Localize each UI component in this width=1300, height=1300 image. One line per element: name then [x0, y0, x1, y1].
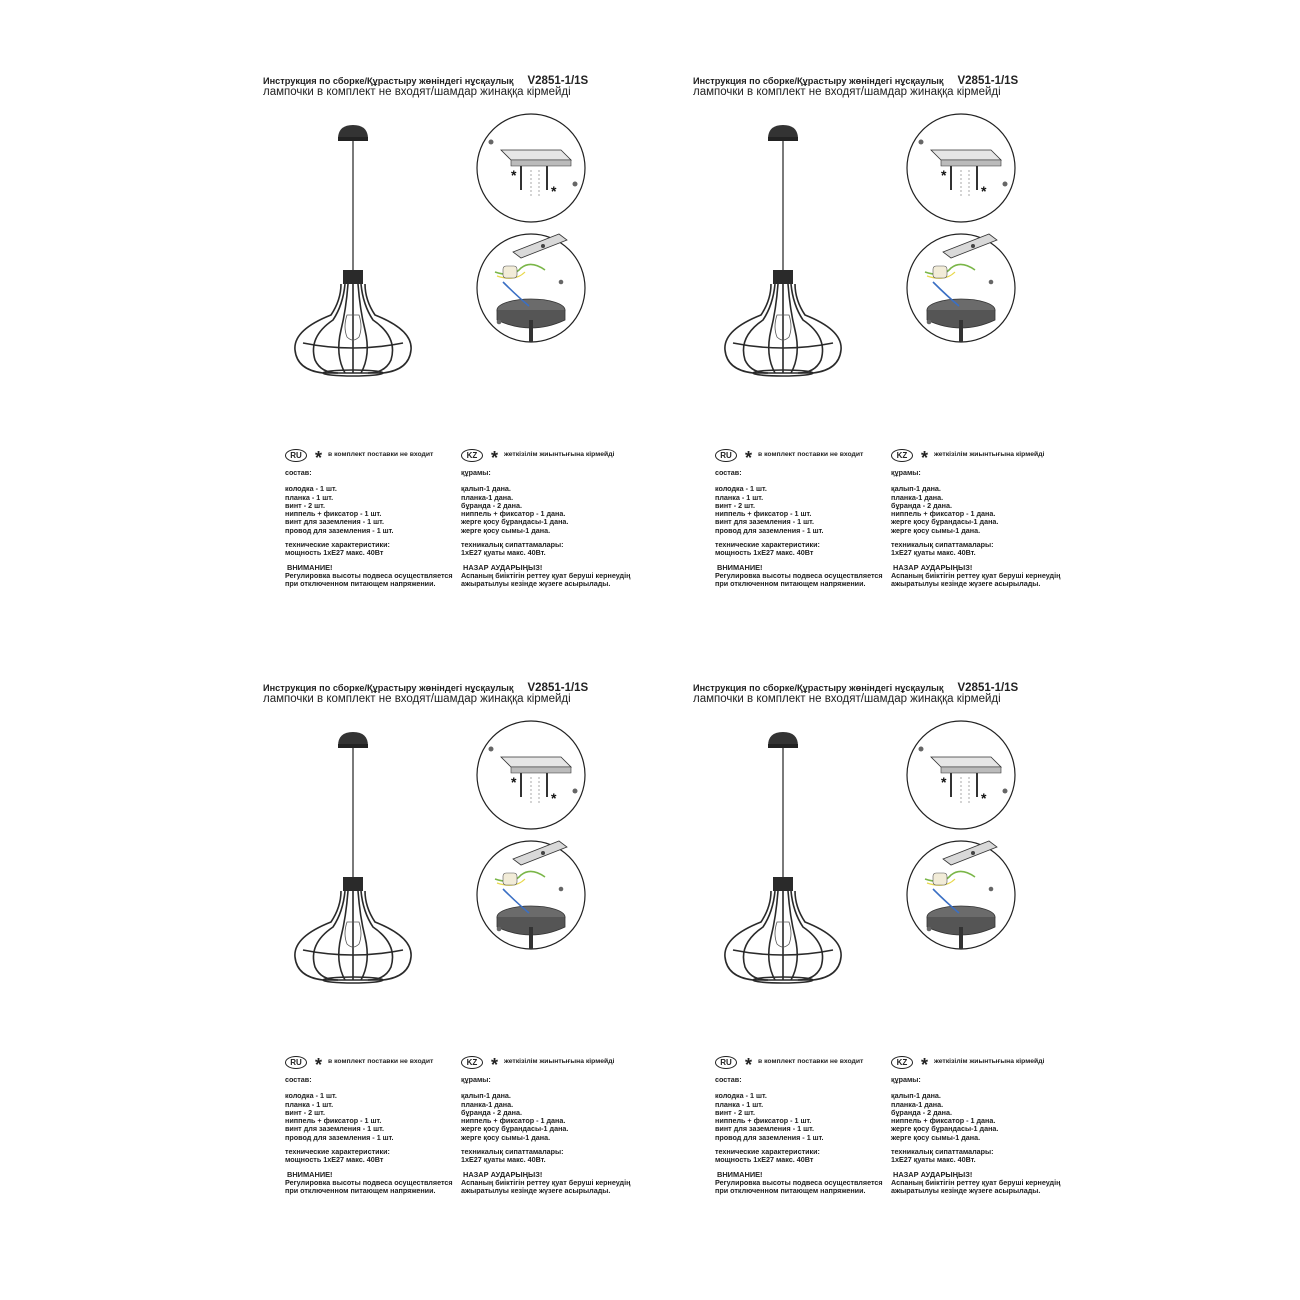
kz-column [891, 1054, 1076, 1196]
lamp-holder [773, 270, 793, 284]
kz-item: ниппель + фиксатор - 1 дана. [461, 509, 566, 519]
kz-warning-line: Аспаның биіктігін реттеу қуат беруші кернеудің [461, 1177, 631, 1187]
ru-item: винт - 2 шт. [285, 1107, 325, 1117]
kz-star-icon: * [921, 448, 929, 468]
ru-item: ниппель + фиксатор - 1 шт. [285, 509, 382, 519]
instruction-sheet [263, 682, 693, 1242]
kz-warning-title: НАЗАР АУДАРЫҢЫЗ! [463, 1169, 543, 1179]
ru-warning-line: Регулировка высоты подвеса осуществляется [285, 1177, 453, 1187]
ru-spec-title: технические характеристики: [715, 1147, 820, 1157]
kz-composition-title: құрамы: [461, 468, 491, 477]
pendant-lamp-illustration [283, 115, 463, 385]
ru-item: винт - 2 шт. [285, 500, 325, 510]
kz-item: қалып-1 дана. [461, 484, 511, 494]
ru-composition-title: состав: [285, 468, 312, 477]
ru-item: колодка - 1 шт. [285, 1091, 337, 1101]
ru-spec: мощность 1хЕ27 макс. 40Вт [715, 1155, 814, 1165]
title-text: Инструкция по сборке/Құрастыру жөніндегі нұсқаулық [263, 683, 514, 693]
ceiling-canopy [768, 125, 798, 139]
ru-language-row [285, 1054, 460, 1075]
ru-spec: мощность 1хЕ27 макс. 40Вт [285, 548, 384, 558]
kz-badge: KZ [891, 449, 913, 462]
ru-warning-title: ВНИМАНИЕ! [287, 1169, 333, 1179]
assembly-figures [473, 717, 593, 957]
kz-language-row [891, 447, 1076, 468]
ru-spec: мощность 1хЕ27 макс. 40Вт [285, 1155, 384, 1165]
ru-spec-title: технические характеристики: [285, 540, 390, 550]
ru-item: ниппель + фиксатор - 1 шт. [285, 1116, 382, 1126]
model-number: V2851-1/1S [527, 682, 589, 694]
ru-column [715, 1054, 890, 1196]
sheet-subtitle: лампочки в комплект не входят/шамдар жинаққа кірмейді [693, 693, 1001, 705]
kz-item: қалып-1 дана. [461, 1091, 511, 1101]
kz-star-icon: * [491, 448, 499, 468]
model-number: V2851-1/1S [957, 682, 1019, 694]
kz-badge: KZ [891, 1056, 913, 1069]
kz-column [461, 1054, 646, 1196]
kz-spec-title: техникалық сипаттамалары: [461, 540, 564, 550]
kz-item: жерге қосу бұрандасы-1 дана. [891, 1124, 999, 1134]
assembly-figures [903, 110, 1023, 350]
kz-composition-title: құрамы: [461, 1075, 491, 1084]
kz-spec: 1хЕ27 қуаты макс. 40Вт. [891, 1155, 976, 1165]
kz-item: жерге қосу сымы-1 дана. [891, 525, 981, 535]
star-mark: * [941, 774, 947, 790]
star-mark: * [941, 167, 947, 183]
wiring-figure [907, 841, 1015, 949]
model-number: V2851-1/1S [527, 75, 589, 87]
kz-warning-title: НАЗАР АУДАРЫҢЫЗ! [893, 562, 973, 572]
title-text: Инструкция по сборке/Құрастыру жөніндегі нұсқаулық [263, 76, 514, 86]
kz-spec-title: техникалық сипаттамалары: [891, 540, 994, 550]
lamp-holder [343, 877, 363, 891]
ru-item: планка - 1 шт. [285, 1099, 334, 1109]
kz-warning-title: НАЗАР АУДАРЫҢЫЗ! [463, 562, 543, 572]
ru-item: колодка - 1 шт. [285, 484, 337, 494]
kz-item: жерге қосу сымы-1 дана. [461, 1132, 551, 1142]
ru-item: провод для заземления - 1 шт. [715, 1132, 824, 1142]
ru-column [285, 1054, 460, 1196]
ru-item: планка - 1 шт. [715, 1099, 764, 1109]
ru-note: в комплект поставки не входит [758, 1057, 864, 1065]
kz-item: жерге қосу сымы-1 дана. [461, 525, 551, 535]
ru-item: винт - 2 шт. [715, 500, 755, 510]
mounting-bracket-figure [477, 114, 585, 222]
lamp-holder [343, 270, 363, 284]
ru-composition-title: состав: [285, 1075, 312, 1084]
wiring-figure [477, 234, 585, 342]
ru-column [285, 447, 460, 589]
ru-warning-title: ВНИМАНИЕ! [717, 1169, 763, 1179]
kz-item: бұранда - 2 дана. [461, 1107, 523, 1117]
kz-note: жеткізілім жиынтығына кірмейді [504, 1057, 615, 1065]
kz-item: планка-1 дана. [891, 1099, 944, 1109]
ru-warning-title: ВНИМАНИЕ! [717, 562, 763, 572]
sheet-subtitle: лампочки в комплект не входят/шамдар жинаққа кірмейді [263, 86, 571, 98]
ru-item: провод для заземления - 1 шт. [715, 525, 824, 535]
ru-badge: RU [285, 449, 307, 462]
ru-warning-line: Регулировка высоты подвеса осуществляется [715, 570, 883, 580]
ru-item: провод для заземления - 1 шт. [285, 1132, 394, 1142]
ru-item: винт для заземления - 1 шт. [715, 517, 814, 527]
ru-item: винт - 2 шт. [715, 1107, 755, 1117]
ru-warning-line: при отключенном питающем напряжении. [285, 579, 436, 589]
kz-note: жеткізілім жиынтығына кірмейді [504, 450, 615, 458]
ru-spec-title: технические характеристики: [285, 1147, 390, 1157]
ru-item: колодка - 1 шт. [715, 484, 767, 494]
ru-spec-title: технические характеристики: [715, 540, 820, 550]
kz-column [461, 447, 646, 589]
kz-note: жеткізілім жиынтығына кірмейді [934, 1057, 1045, 1065]
ru-warning-line: при отключенном питающем напряжении. [715, 579, 866, 589]
kz-item: қалып-1 дана. [891, 484, 941, 494]
ru-spec: мощность 1хЕ27 макс. 40Вт [715, 548, 814, 558]
kz-item: ниппель + фиксатор - 1 дана. [461, 1116, 566, 1126]
lamp-holder [773, 877, 793, 891]
wiring-figure [907, 234, 1015, 342]
star-mark: * [551, 790, 557, 806]
instruction-sheet [693, 682, 1123, 1242]
ru-composition-title: состав: [715, 1075, 742, 1084]
ru-item: провод для заземления - 1 шт. [285, 525, 394, 535]
ru-item: ниппель + фиксатор - 1 шт. [715, 509, 812, 519]
ru-item: ниппель + фиксатор - 1 шт. [715, 1116, 812, 1126]
kz-badge: KZ [461, 1056, 483, 1069]
star-mark: * [551, 183, 557, 199]
kz-spec: 1хЕ27 қуаты макс. 40Вт. [891, 548, 976, 558]
ru-item: винт для заземления - 1 шт. [285, 1124, 384, 1134]
pendant-lamp-illustration [283, 722, 463, 992]
ceiling-canopy [338, 732, 368, 746]
pendant-lamp-illustration [713, 115, 893, 385]
ru-note: в комплект поставки не входит [758, 450, 864, 458]
kz-star-icon: * [921, 1055, 929, 1075]
kz-warning-line: ажыратылуы кезінде жүзеге асырылады. [461, 1186, 611, 1196]
ru-warning-line: при отключенном питающем напряжении. [715, 1186, 866, 1196]
kz-item: ниппель + фиксатор - 1 дана. [891, 1116, 996, 1126]
kz-item: қалып-1 дана. [891, 1091, 941, 1101]
kz-spec-title: техникалық сипаттамалары: [891, 1147, 994, 1157]
sheet-subtitle: лампочки в комплект не входят/шамдар жинаққа кірмейді [693, 86, 1001, 98]
ru-badge: RU [285, 1056, 307, 1069]
star-mark: * [511, 774, 517, 790]
wire-cage [725, 284, 841, 376]
kz-language-row [461, 447, 646, 468]
ru-star-icon: * [315, 448, 323, 468]
wire-cage [295, 284, 411, 376]
instruction-sheet [263, 75, 693, 635]
kz-warning-line: ажыратылуы кезінде жүзеге асырылады. [461, 579, 611, 589]
kz-warning-line: ажыратылуы кезінде жүзеге асырылады. [891, 579, 1041, 589]
ru-badge: RU [715, 1056, 737, 1069]
kz-item: ниппель + фиксатор - 1 дана. [891, 509, 996, 519]
ru-item: винт для заземления - 1 шт. [285, 517, 384, 527]
ru-badge: RU [715, 449, 737, 462]
ru-note: в комплект поставки не входит [328, 1057, 434, 1065]
kz-warning-line: Аспаның биіктігін реттеу қуат беруші кернеудің [461, 570, 631, 580]
kz-badge: KZ [461, 449, 483, 462]
kz-spec-title: техникалық сипаттамалары: [461, 1147, 564, 1157]
kz-item: жерге қосу бұрандасы-1 дана. [461, 1124, 569, 1134]
ru-language-row [285, 447, 460, 468]
ru-language-row [715, 1054, 890, 1075]
kz-column [891, 447, 1076, 589]
ru-item: планка - 1 шт. [715, 492, 764, 502]
assembly-figures [473, 110, 593, 350]
ru-composition-title: состав: [715, 468, 742, 477]
model-number: V2851-1/1S [957, 75, 1019, 87]
kz-item: бұранда - 2 дана. [891, 500, 953, 510]
title-text: Инструкция по сборке/Құрастыру жөніндегі нұсқаулық [693, 76, 944, 86]
title-text: Инструкция по сборке/Құрастыру жөніндегі нұсқаулық [693, 683, 944, 693]
star-mark: * [981, 790, 987, 806]
kz-composition-title: құрамы: [891, 1075, 921, 1084]
ru-star-icon: * [745, 1055, 753, 1075]
kz-item: жерге қосу бұрандасы-1 дана. [891, 517, 999, 527]
kz-warning-title: НАЗАР АУДАРЫҢЫЗ! [893, 1169, 973, 1179]
ru-star-icon: * [745, 448, 753, 468]
kz-composition-title: құрамы: [891, 468, 921, 477]
ru-column [715, 447, 890, 589]
kz-warning-line: ажыратылуы кезінде жүзеге асырылады. [891, 1186, 1041, 1196]
ru-note: в комплект поставки не входит [328, 450, 434, 458]
ru-language-row [715, 447, 890, 468]
sheet-subtitle: лампочки в комплект не входят/шамдар жинаққа кірмейді [263, 693, 571, 705]
ru-warning-title: ВНИМАНИЕ! [287, 562, 333, 572]
ceiling-canopy [338, 125, 368, 139]
kz-item: жерге қосу бұрандасы-1 дана. [461, 517, 569, 527]
ceiling-canopy [768, 732, 798, 746]
mounting-bracket-figure [907, 721, 1015, 829]
kz-warning-line: Аспаның биіктігін реттеу қуат беруші кернеудің [891, 570, 1061, 580]
kz-star-icon: * [491, 1055, 499, 1075]
instruction-sheet [693, 75, 1123, 635]
ru-item: колодка - 1 шт. [715, 1091, 767, 1101]
wire-cage [295, 891, 411, 983]
kz-item: бұранда - 2 дана. [891, 1107, 953, 1117]
kz-spec: 1хЕ27 қуаты макс. 40Вт. [461, 548, 546, 558]
kz-language-row [461, 1054, 646, 1075]
ru-warning-line: при отключенном питающем напряжении. [285, 1186, 436, 1196]
star-mark: * [511, 167, 517, 183]
kz-note: жеткізілім жиынтығына кірмейді [934, 450, 1045, 458]
kz-item: планка-1 дана. [461, 1099, 514, 1109]
wire-cage [725, 891, 841, 983]
star-mark: * [981, 183, 987, 199]
assembly-figures [903, 717, 1023, 957]
kz-item: бұранда - 2 дана. [461, 500, 523, 510]
kz-language-row [891, 1054, 1076, 1075]
kz-item: жерге қосу сымы-1 дана. [891, 1132, 981, 1142]
kz-item: планка-1 дана. [891, 492, 944, 502]
mounting-bracket-figure [907, 114, 1015, 222]
ru-warning-line: Регулировка высоты подвеса осуществляется [285, 570, 453, 580]
mounting-bracket-figure [477, 721, 585, 829]
ru-item: планка - 1 шт. [285, 492, 334, 502]
ru-warning-line: Регулировка высоты подвеса осуществляется [715, 1177, 883, 1187]
pendant-lamp-illustration [713, 722, 893, 992]
ru-item: винт для заземления - 1 шт. [715, 1124, 814, 1134]
ru-star-icon: * [315, 1055, 323, 1075]
kz-warning-line: Аспаның биіктігін реттеу қуат беруші кернеудің [891, 1177, 1061, 1187]
kz-spec: 1хЕ27 қуаты макс. 40Вт. [461, 1155, 546, 1165]
kz-item: планка-1 дана. [461, 492, 514, 502]
wiring-figure [477, 841, 585, 949]
